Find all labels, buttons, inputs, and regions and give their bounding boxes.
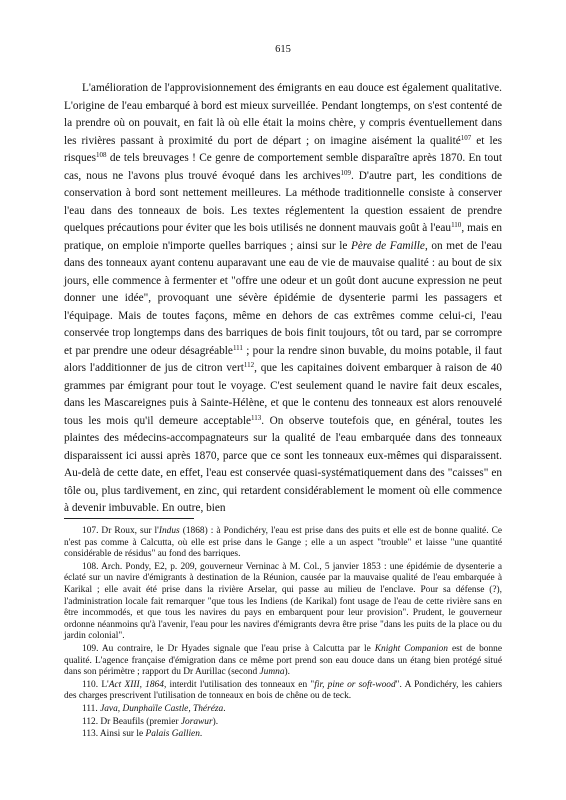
footnotes — [64, 526, 502, 742]
footnote-108: 108. Arch. Pondy, E2, p. 209, gouverneur Verninac à M. Col., 5 janvier 1853 : une épidémie de dysenterie a éclaté sur un navire d'émigrants à destination de la Réunion, causée par la mauvaise qualité de l'eau embarquée à Karikal ; elle avait été prise dans la rivière Arselar, qui passe au milieu de l'enclave. Pour sa défense (?), l'administration locale fait remarquer "que tous les Indiens (de Karikal) font usage de l'eau de cette rivière sans en être incommodés, et que tous les navires du pays en embarquent pour leur provision". Prudent, le gouverneur ordonne néanmoins qu'à l'avenir, l'eau pour les navires d'émigrants devra être prise "dans les puits de la place ou du jardin colonial". — [64, 561, 502, 642]
footnote-111: 111. Java, Dunphaïle Castle, Théréza. — [82, 703, 226, 714]
footnote-109: 109. Au contraire, le Dr Hyades signale que l'eau prise à Calcutta par le Knight Companion est de bonne qualité. L'agence française d'émigration dans ce même port prend son eau douce dans un étang bien protégé situé dans son périmètre ; rapport du Dr Aurillac (second Jumna). — [64, 643, 503, 678]
footnote-112: 112. Dr Beaufils (premier Jorawur). — [82, 716, 219, 727]
page-number: 615 — [275, 44, 291, 55]
footnote-separator — [64, 518, 194, 519]
body-paragraph: L'amélioration de l'approvisionnement des émigrants en eau douce est également qualitative. L'origine de l'eau embarqué à bord est mieux surveillée. Pendant longtemps, on s'est contenté de la prendre où on pouvait, en fait là où elle était la moins chère, y compris éventuellement dans les rivières passant à proximité du port de départ ; on imagine aisément la qualité$^{107}$ et les risques$^{108}$ de tels breuvages ! Ce genre de comportement semble disparaître après 1870. En tout cas, nous ne l'avons plus trouvé évoqué dans les archives$^{109}$. D'autre part, les conditions de conservation à bord sont nettement meilleures. La méthode traditionnelle consiste à conserver l'eau dans des tonneaux de bois. Les textes réglementent la question essaient de prendre quelques précautions pour éviter que les bois utilisés ne donnent mauvais goût à l'eau$^{110}$, mais en pratique, on emploie n'importe quelles barriques ; ainsi sur le Père de Famille, on met de l'eau dans des tonneaux ayant contenu auparavant une eau de vie de mauvaise qualité : au bout de six jours, elle commence à fermenter et "offre une odeur et un goût dont aucune expression ne peut donner une idée", provoquant une sévère épidémie de dysenterie parmi les passagers et l'équipage. Mais de toutes façons, même en dehors de cas extrêmes comme celui-ci, l'eau conservée trop longtemps dans des barriques de bois finit toujours, tôt ou tard, par se corrompre et par prendre une odeur désagréable$^{111}$ ; pour la rendre sinon buvable, du moins potable, il faut alors l'additionner de jus de citron vert$^{112}$, que les capitaines doivent embarquer à raison de 40 grammes par émigrant pour tout le voyage. C'est seulement quand le navire fait deux escales, dans les Mascareignes puis à Sainte-Hélène, et que le contenu des tonneaux est alors renouvelé tous les mois qu'il demeure acceptable$^{113}$. On observe toutefois que, en général, toutes les plaintes des médecins-accompagnateurs sur la qualité de l'eau embarquée dans des tonneaux disparaissent ici aussi après 1870, parce que ce sont les tonneaux eux-mêmes qui disparaissent. Au-delà de cette date, en effet, l'eau est conservée quasi-systématiquement dans des "caisses" en tôle ou, plus tardivement, en zinc, qui retardent considérablement le moment où elle commence à devenir imbuvable. En outre, bien — [64, 82, 502, 514]
footnote-107: 107. Dr Roux, sur l'Indus (1868) : à Pondichéry, l'eau est prise dans des puits et elle est de bonne qualité. Ce n'est pas comme à Calcutta, où elle est prise dans le Gange ; elle a un aspect "trouble" et laisse "une quantité considérable de résidus" au fond des barriques. — [64, 526, 502, 560]
footnote-113: 113. Ainsi sur le Palais Gallien. — [82, 729, 203, 740]
footnote-110: 110. L'Act XIII, 1864, interdit l'utilisation des tonneaux en "fir, pine or soft-wood". A Pondichéry, les cahiers des charges prescrivent l'utilisation de tonneaux en bois de chêne ou de teck. — [64, 679, 502, 702]
